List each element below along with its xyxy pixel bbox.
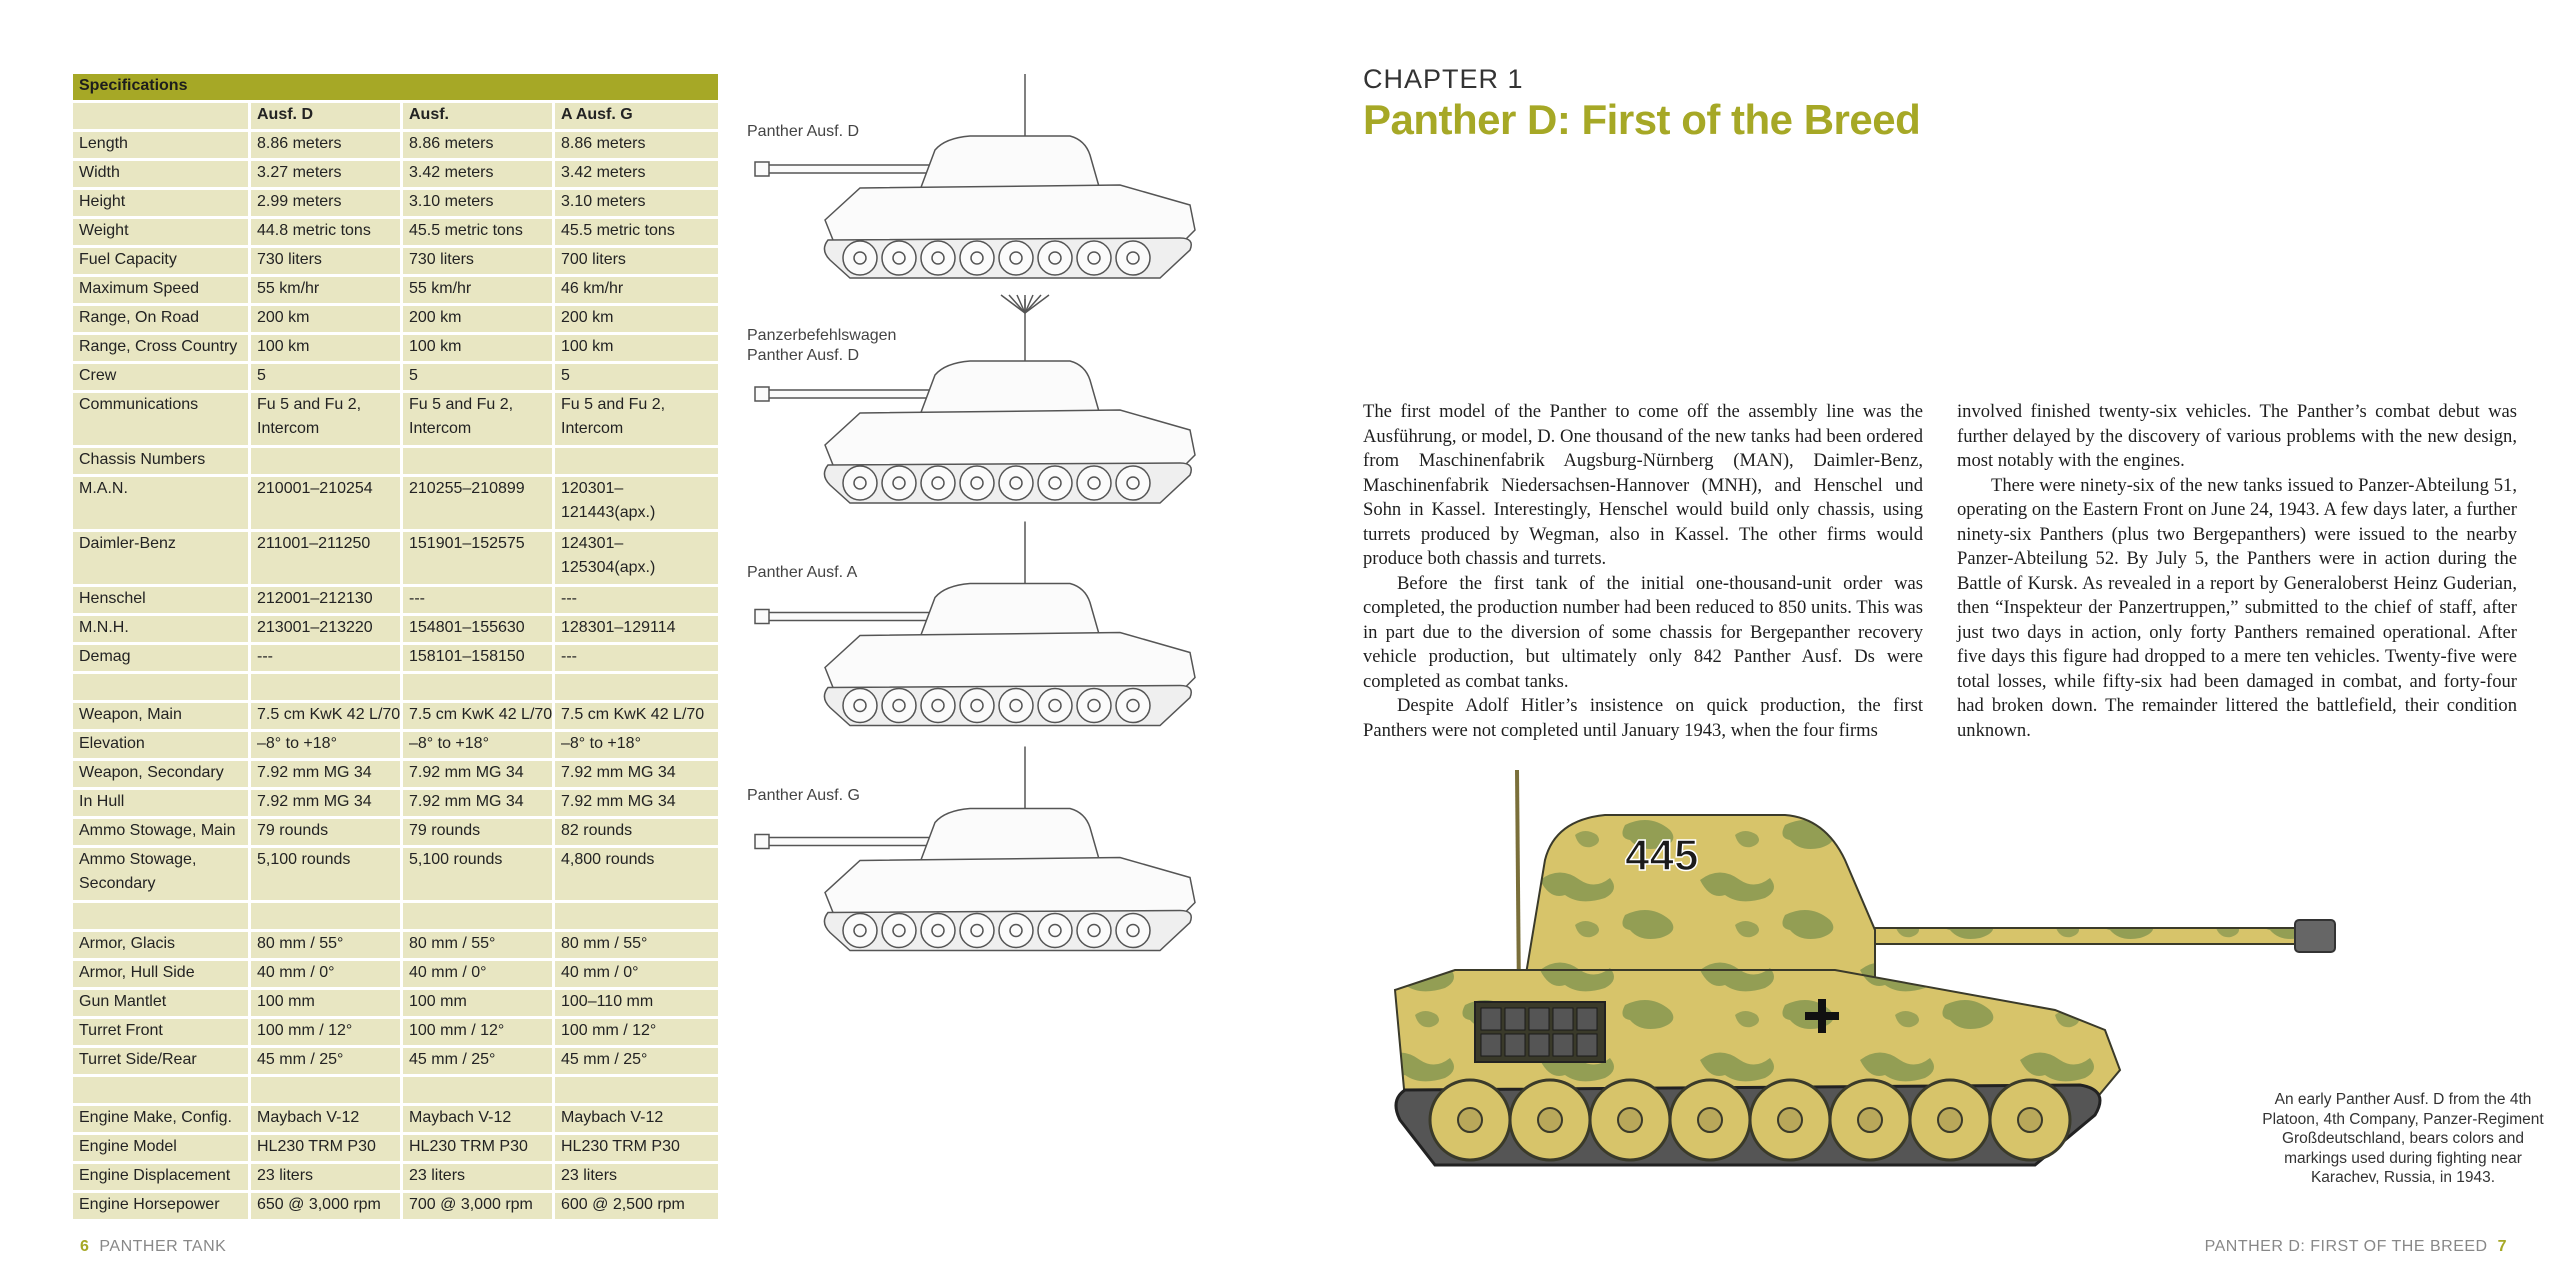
spec-cell: 3.27 meters — [251, 161, 403, 190]
paragraph: Before the first tank of the initial one-thousand-unit order was completed, the production number had been reduced to 850 units. This was in part due to the diversion of some chassis for Bergepanther recovery vehicle production, but ultimately only 842 Panther Ausf. Ds were completed as combat tanks. — [1363, 572, 1923, 692]
spec-row-label: Armor, Hull Side — [73, 961, 251, 990]
spec-cell: 650 @ 3,000 rpm — [251, 1193, 403, 1222]
spec-cell: 7.5 cm KwK 42 L/70 — [403, 703, 555, 732]
hull — [825, 633, 1195, 693]
hull — [825, 185, 1195, 245]
table-row — [73, 1164, 718, 1193]
wheel-hub — [1127, 700, 1139, 712]
spec-cell: Maybach V-12 — [403, 1106, 555, 1135]
table-row — [73, 219, 718, 248]
turret-number: 445 — [1625, 831, 1699, 880]
wheel-hub — [971, 700, 983, 712]
spec-row-label: M.N.H. — [73, 616, 251, 645]
spec-cell: 730 liters — [251, 248, 403, 277]
wheel-hub — [1778, 1108, 1802, 1132]
table-row — [73, 532, 718, 587]
wheel-hub — [1088, 252, 1100, 264]
spec-row-label: Elevation — [73, 732, 251, 761]
wheel-hub — [854, 477, 866, 489]
spec-cell — [403, 674, 555, 703]
table-row — [73, 1106, 718, 1135]
spec-cell: 100–110 mm — [555, 990, 718, 1019]
spare-track-link — [1553, 1008, 1573, 1030]
table-row — [73, 674, 718, 703]
spec-cell: 7.92 mm MG 34 — [555, 761, 718, 790]
turret — [920, 361, 1100, 415]
spec-row-label: In Hull — [73, 790, 251, 819]
spec-header-cell — [73, 103, 251, 132]
turret — [920, 584, 1100, 638]
spec-cell: 8.86 meters — [403, 132, 555, 161]
wheel-hub — [971, 925, 983, 937]
wheel-hub — [1049, 700, 1061, 712]
spec-header-cell: A Ausf. G — [555, 103, 718, 132]
spec-cell: 55 km/hr — [403, 277, 555, 306]
spec-cell: 700 @ 3,000 rpm — [403, 1193, 555, 1222]
table-row — [73, 1077, 718, 1106]
spec-row-label: Maximum Speed — [73, 277, 251, 306]
drawing-panther-ausf-g — [740, 740, 1230, 955]
spec-cell: 730 liters — [403, 248, 555, 277]
spec-cell: 7.92 mm MG 34 — [403, 790, 555, 819]
spec-cell: –8° to +18° — [251, 732, 403, 761]
spec-cell — [251, 1077, 403, 1106]
spec-cell: HL230 TRM P30 — [251, 1135, 403, 1164]
wheel-hub — [932, 925, 944, 937]
table-row — [73, 732, 718, 761]
spec-row-label: Armor, Glacis — [73, 932, 251, 961]
spec-cell: 23 liters — [251, 1164, 403, 1193]
table-row — [73, 364, 718, 393]
wheel-hub — [932, 477, 944, 489]
spec-row-label: Ammo Stowage, Secondary — [73, 848, 251, 903]
wheel-hub — [1127, 252, 1139, 264]
table-row — [73, 1019, 718, 1048]
table-row — [73, 335, 718, 364]
spec-cell: --- — [555, 587, 718, 616]
table-row — [73, 645, 718, 674]
folio-left — [80, 1238, 226, 1256]
wheel-hub — [1938, 1108, 1962, 1132]
spec-cell: 700 liters — [555, 248, 718, 277]
spec-row-label: Gun Mantlet — [73, 990, 251, 1019]
spec-cell: 40 mm / 0° — [555, 961, 718, 990]
paragraph: Despite Adolf Hitler’s insistence on quick production, the first Panthers were not completed until January 1943, when the four firms — [1363, 695, 1923, 741]
muzzle-brake — [755, 610, 769, 624]
spec-cell: 46 km/hr — [555, 277, 718, 306]
wheel-hub — [893, 700, 905, 712]
spec-cell — [251, 448, 403, 477]
wheel-hub — [2018, 1108, 2042, 1132]
spec-table-header-row — [73, 103, 718, 132]
wheel-hub — [1010, 252, 1022, 264]
spec-cell: HL230 TRM P30 — [555, 1135, 718, 1164]
spec-cell: --- — [403, 587, 555, 616]
hull — [825, 410, 1195, 470]
spec-cell: 120301–121443(apx.) — [555, 477, 718, 532]
table-row — [73, 1048, 718, 1077]
table-row — [73, 790, 718, 819]
spec-cell: 7.92 mm MG 34 — [403, 761, 555, 790]
spec-cell: 2.99 meters — [251, 190, 403, 219]
antenna — [1517, 770, 1519, 1000]
spec-header-cell: Ausf. D — [251, 103, 403, 132]
spec-cell: 55 km/hr — [251, 277, 403, 306]
wheel-hub — [1088, 925, 1100, 937]
spec-cell: 80 mm / 55° — [251, 932, 403, 961]
spec-cell: 7.92 mm MG 34 — [251, 761, 403, 790]
spec-cell: 200 km — [555, 306, 718, 335]
table-row — [73, 961, 718, 990]
spec-cell: 100 mm / 12° — [403, 1019, 555, 1048]
drawing-label: Panther Ausf. G — [747, 787, 860, 804]
spec-row-label: Fuel Capacity — [73, 248, 251, 277]
spec-cell: --- — [555, 645, 718, 674]
wheel-hub — [932, 252, 944, 264]
spare-track-link — [1577, 1034, 1597, 1056]
spec-cell: 124301–125304(apx.) — [555, 532, 718, 587]
wheel-hub — [893, 252, 905, 264]
spec-cell: 3.42 meters — [555, 161, 718, 190]
spec-row-label: Engine Horsepower — [73, 1193, 251, 1222]
spec-cell — [555, 903, 718, 932]
spec-cell: Fu 5 and Fu 2, Intercom — [251, 393, 403, 448]
spec-cell: 100 km — [403, 335, 555, 364]
drawing-label: Panther Ausf. A — [747, 564, 858, 581]
table-row — [73, 161, 718, 190]
spare-track-link — [1529, 1034, 1549, 1056]
wheel-hub — [1458, 1108, 1482, 1132]
wheel-hub — [1088, 477, 1100, 489]
spec-cell: 158101–158150 — [403, 645, 555, 674]
spec-cell: 4,800 rounds — [555, 848, 718, 903]
spec-row-label — [73, 1077, 251, 1106]
turret — [920, 809, 1100, 863]
spec-row-label: Daimler-Benz — [73, 532, 251, 587]
spec-cell — [403, 1077, 555, 1106]
illustration-caption: An early Panther Ausf. D from the 4th Platoon, 4th Company, Panzer-Regiment Großdeutschland, bears colors and markings used during fighting near Karachev, Russia, in 1943. — [2262, 1091, 2544, 1186]
body-column-2 — [1957, 400, 2517, 743]
spec-row-label: Communications — [73, 393, 251, 448]
drawing-label: Panther Ausf. D — [747, 123, 860, 140]
spec-cell: 7.92 mm MG 34 — [555, 790, 718, 819]
spec-row-label: Width — [73, 161, 251, 190]
wheel-hub — [1088, 700, 1100, 712]
spec-cell — [555, 674, 718, 703]
spec-cell: 8.86 meters — [251, 132, 403, 161]
spec-cell: Fu 5 and Fu 2, Intercom — [403, 393, 555, 448]
table-row — [73, 587, 718, 616]
spec-cell: 44.8 metric tons — [251, 219, 403, 248]
wheel-hub — [1010, 700, 1022, 712]
spec-cell: 5 — [251, 364, 403, 393]
spec-cell — [555, 1077, 718, 1106]
wheel-hub — [1010, 925, 1022, 937]
spec-cell: 45 mm / 25° — [251, 1048, 403, 1077]
spec-cell: 200 km — [251, 306, 403, 335]
table-row — [73, 393, 718, 448]
spec-cell: 210255–210899 — [403, 477, 555, 532]
spec-row-label: Engine Model — [73, 1135, 251, 1164]
table-row — [73, 903, 718, 932]
spec-cell: 45 mm / 25° — [555, 1048, 718, 1077]
spec-row-label: Weapon, Main — [73, 703, 251, 732]
wheel-hub — [893, 477, 905, 489]
spec-cell: 23 liters — [555, 1164, 718, 1193]
drawing-panzerbefehlswagen — [740, 290, 1230, 510]
tank-line-drawing — [740, 290, 1230, 510]
spec-cell: 8.86 meters — [555, 132, 718, 161]
spec-cell — [403, 903, 555, 932]
spec-cell: HL230 TRM P30 — [403, 1135, 555, 1164]
table-row — [73, 848, 718, 903]
spec-cell: 80 mm / 55° — [555, 932, 718, 961]
muzzle-brake — [755, 162, 769, 176]
spec-cell: 100 mm — [251, 990, 403, 1019]
spec-row-label: Demag — [73, 645, 251, 674]
muzzle-brake — [2295, 920, 2335, 952]
spec-cell: 100 km — [251, 335, 403, 364]
spec-cell: –8° to +18° — [403, 732, 555, 761]
spec-row-label: Engine Make, Config. — [73, 1106, 251, 1135]
spec-cell: 212001–212130 — [251, 587, 403, 616]
wheel-hub — [1538, 1108, 1562, 1132]
chapter-label: CHAPTER 1 — [1363, 64, 1524, 94]
right-page — [1280, 0, 2560, 1280]
wheel-hub — [893, 925, 905, 937]
spec-cell: Maybach V-12 — [555, 1106, 718, 1135]
wheel-hub — [1698, 1108, 1722, 1132]
spec-cell: 100 km — [555, 335, 718, 364]
spec-row-label: Ammo Stowage, Main — [73, 819, 251, 848]
spec-row-label — [73, 903, 251, 932]
running-head: PANTHER D: FIRST OF THE BREED — [2204, 1238, 2488, 1255]
spec-row-label: M.A.N. — [73, 477, 251, 532]
wheel-hub — [854, 925, 866, 937]
spec-cell: Fu 5 and Fu 2, Intercom — [555, 393, 718, 448]
spec-cell: 3.42 meters — [403, 161, 555, 190]
wheel-hub — [854, 252, 866, 264]
spec-cell: 45.5 metric tons — [555, 219, 718, 248]
spec-cell: 5,100 rounds — [251, 848, 403, 903]
spec-cell: 100 mm / 12° — [555, 1019, 718, 1048]
gun-barrel — [1845, 928, 2305, 944]
turret — [1525, 815, 1875, 980]
spec-row-label: Turret Front — [73, 1019, 251, 1048]
spec-cell: 3.10 meters — [555, 190, 718, 219]
hull — [825, 858, 1195, 918]
spec-cell — [251, 903, 403, 932]
spec-cell: 7.5 cm KwK 42 L/70 — [555, 703, 718, 732]
wheel-hub — [1010, 477, 1022, 489]
table-row — [73, 477, 718, 532]
paragraph: The first model of the Panther to come off the assembly line was the Ausführung, or model, D. One thousand of the new tanks had been ordered from Maschinenfabrik Augsburg-Nürnberg (MAN), Daimler-Benz, Maschinenfabrik Niedersachsen-Hannover (MNH), and Henschel und Sohn in Kassel. Interestingly, Henschel would build only chassis, using turrets produced by Wegman, also in Kassel. The other firms would produce both chassis and turrets. — [1363, 401, 1923, 569]
tank-line-drawing — [740, 740, 1230, 955]
spec-cell: 7.5 cm KwK 42 L/70 — [251, 703, 403, 732]
spec-row-label: Engine Displacement — [73, 1164, 251, 1193]
spare-track-link — [1505, 1008, 1525, 1030]
wheel-hub — [1618, 1108, 1642, 1132]
wheel-hub — [1858, 1108, 1882, 1132]
table-row — [73, 1135, 718, 1164]
table-row — [73, 1193, 718, 1222]
table-row — [73, 616, 718, 645]
wheel-hub — [1127, 925, 1139, 937]
spec-cell: 40 mm / 0° — [251, 961, 403, 990]
spare-track-link — [1529, 1008, 1549, 1030]
tank-line-drawing — [740, 70, 1230, 280]
paragraph: There were ninety-six of the new tanks issued to Panzer-Abteilung 51, operating on the Eastern Front on June 24, 1943. A few days later, a further ninety-six Panthers (plus two Bergepanthers) were issued to the nearby Panzer-Abteilung 52. By July 5, the Panthers were in action during the Battle of Kursk. As revealed in a report by Generaloberst Heinz Guderian, then “Inspekteur der Panzertruppen,” submitted to the chief of staff, after just two days in action, only forty Panthers remained operational. After five days this figure had dropped to a mere ten vehicles. Twenty-five were total losses, while fifty-six had been damaged in combat, and forty-four had broken down. The remainder littered the battlefield, their condition unknown. — [1957, 474, 2517, 741]
spec-row-label: Weapon, Secondary — [73, 761, 251, 790]
drawing-panther-ausf-a — [740, 515, 1230, 730]
spec-cell: 154801–155630 — [403, 616, 555, 645]
spec-cell: 80 mm / 55° — [403, 932, 555, 961]
spec-cell: 82 rounds — [555, 819, 718, 848]
spec-cell: 5 — [555, 364, 718, 393]
table-row — [73, 819, 718, 848]
drawing-panther-ausf-d — [740, 70, 1230, 280]
table-row — [73, 306, 718, 335]
spec-cell: 79 rounds — [403, 819, 555, 848]
turret — [920, 136, 1100, 190]
spec-cell: 5,100 rounds — [403, 848, 555, 903]
spec-cell: --- — [251, 645, 403, 674]
spec-row-label: Chassis Numbers — [73, 448, 251, 477]
spec-cell: 210001–210254 — [251, 477, 403, 532]
wheel-hub — [1049, 252, 1061, 264]
table-row — [73, 932, 718, 961]
chapter-title: Panther D: First of the Breed — [1363, 96, 1921, 143]
spare-track-link — [1577, 1008, 1597, 1030]
spec-cell — [555, 448, 718, 477]
tank-illustration — [1375, 770, 2385, 1190]
spec-row-label: Turret Side/Rear — [73, 1048, 251, 1077]
table-row — [73, 277, 718, 306]
spec-cell: 100 mm / 12° — [251, 1019, 403, 1048]
spec-row-label: Range, Cross Country — [73, 335, 251, 364]
spare-track-link — [1481, 1008, 1501, 1030]
spec-cell: 600 @ 2,500 rpm — [555, 1193, 718, 1222]
antenna-star — [1009, 295, 1025, 313]
wheel-hub — [971, 252, 983, 264]
spec-cell: 79 rounds — [251, 819, 403, 848]
paragraph: involved finished twenty-six vehicles. The Panther’s combat debut was further delayed by the discovery of various problems with the new design, most notably with the engines. — [1957, 401, 2517, 471]
spec-cell: Maybach V-12 — [251, 1106, 403, 1135]
table-row — [73, 132, 718, 161]
wheel-hub — [1127, 477, 1139, 489]
page-number: 7 — [2497, 1238, 2507, 1255]
spec-cell: 5 — [403, 364, 555, 393]
spec-row-label: Weight — [73, 219, 251, 248]
folio-right — [2205, 1238, 2507, 1256]
table-row — [73, 248, 718, 277]
spec-table-title-row — [73, 74, 718, 103]
spare-track-link — [1505, 1034, 1525, 1056]
wheel-hub — [932, 700, 944, 712]
body-column-1 — [1363, 400, 1923, 743]
drawing-label: Panzerbefehlswagen Panther Ausf. D — [747, 327, 897, 364]
spec-cell: 7.92 mm MG 34 — [251, 790, 403, 819]
spec-header-cell: Ausf. — [403, 103, 555, 132]
muzzle-brake — [755, 387, 769, 401]
spec-table-title: Specifications — [73, 74, 718, 103]
spec-cell: 213001–213220 — [251, 616, 403, 645]
muzzle-brake — [755, 835, 769, 849]
spare-track-link — [1481, 1034, 1501, 1056]
table-row — [73, 761, 718, 790]
spec-cell: 45.5 metric tons — [403, 219, 555, 248]
specifications-table — [73, 74, 718, 1222]
wheel-hub — [854, 700, 866, 712]
table-row — [73, 448, 718, 477]
spec-cell: 211001–211250 — [251, 532, 403, 587]
spec-row-label: Henschel — [73, 587, 251, 616]
spec-cell: –8° to +18° — [555, 732, 718, 761]
spec-cell: 45 mm / 25° — [403, 1048, 555, 1077]
table-row — [73, 990, 718, 1019]
spec-row-label — [73, 674, 251, 703]
table-row — [73, 703, 718, 732]
page-number: 6 — [80, 1238, 90, 1255]
spec-cell: 23 liters — [403, 1164, 555, 1193]
table-row — [73, 190, 718, 219]
spec-cell: 3.10 meters — [403, 190, 555, 219]
spec-cell: 151901–152575 — [403, 532, 555, 587]
running-head: PANTHER TANK — [99, 1238, 227, 1255]
tank-line-drawing — [740, 515, 1230, 730]
spec-cell: 128301–129114 — [555, 616, 718, 645]
spec-row-label: Range, On Road — [73, 306, 251, 335]
spec-row-label: Crew — [73, 364, 251, 393]
spec-row-label: Height — [73, 190, 251, 219]
spare-track-link — [1553, 1034, 1573, 1056]
wheel-hub — [1049, 925, 1061, 937]
spec-cell: 40 mm / 0° — [403, 961, 555, 990]
wheel-hub — [1049, 477, 1061, 489]
spec-cell: 200 km — [403, 306, 555, 335]
spec-cell — [251, 674, 403, 703]
wheel-hub — [971, 477, 983, 489]
spec-cell: 100 mm — [403, 990, 555, 1019]
spec-cell — [403, 448, 555, 477]
spec-row-label: Length — [73, 132, 251, 161]
